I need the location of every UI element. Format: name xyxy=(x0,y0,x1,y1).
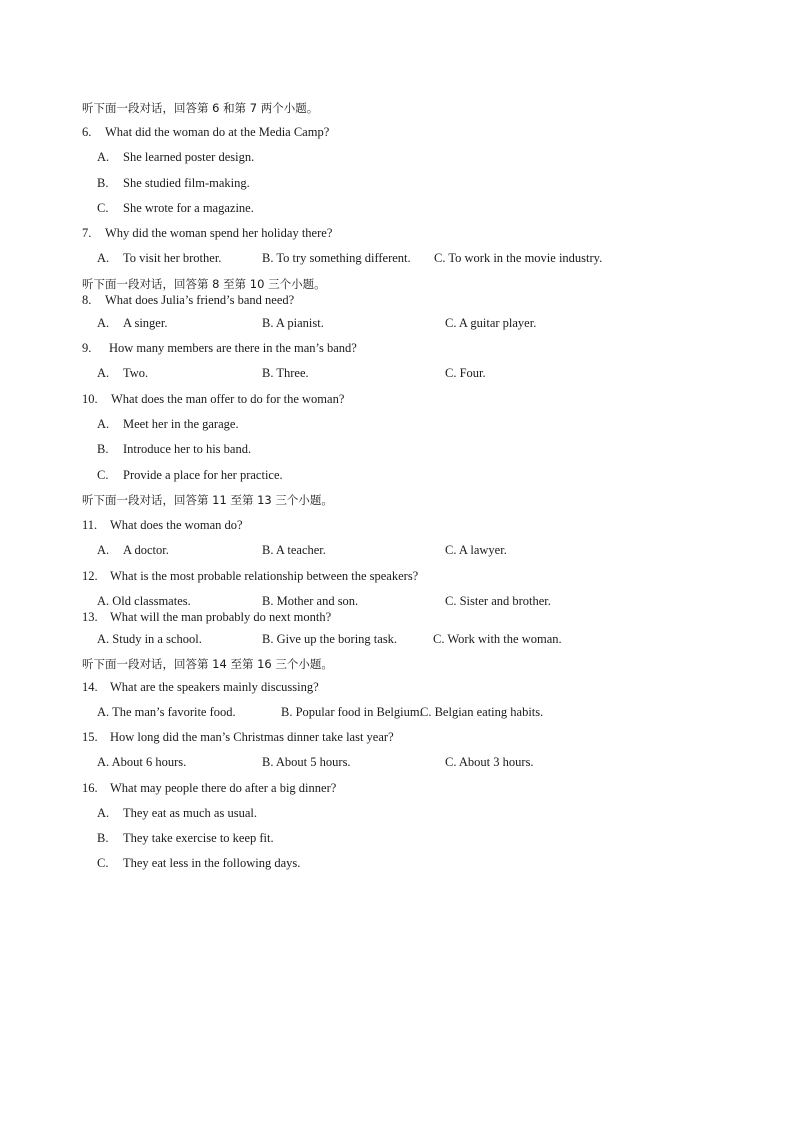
section-heading: 听下面一段对话，回答第 11 至第 13 三个小题。 xyxy=(82,493,333,507)
question-text: How long did the man’s Christmas dinner take last year? xyxy=(110,730,394,744)
question-text: What may people there do after a big dinner? xyxy=(110,781,337,795)
option-14c: C. Belgian eating habits. xyxy=(420,705,544,719)
question-11 xyxy=(82,517,243,533)
option-9c: C. Four. xyxy=(445,366,486,380)
option-14a: A. The man’s favorite food. xyxy=(97,705,236,719)
question-7 xyxy=(82,225,332,241)
question-9 xyxy=(82,340,357,356)
question-text: What did the woman do at the Media Camp? xyxy=(105,125,330,139)
option-14b: B. Popular food in Belgium. xyxy=(281,705,423,719)
option-16b: B. They take exercise to keep fit. xyxy=(97,831,274,845)
section-heading: 听下面一段对话，回答第 8 至第 10 三个小题。 xyxy=(82,277,326,291)
option-10a: A. Meet her in the garage. xyxy=(97,417,239,431)
option-13b: B. Give up the boring task. xyxy=(262,632,398,646)
question-16 xyxy=(82,780,336,796)
option-11c: C. A lawyer. xyxy=(445,543,507,557)
option-16c: C. They eat less in the following days. xyxy=(97,856,301,870)
question-12 xyxy=(82,568,418,584)
option-7a: A. To visit her brother. xyxy=(97,251,222,265)
option-15a: A. About 6 hours. xyxy=(97,755,187,769)
question-number: 8. xyxy=(82,293,92,307)
option-8a: A. A singer. xyxy=(97,316,168,330)
question-text: What is the most probable relationship between the speakers? xyxy=(110,569,419,583)
question-text: What does the man offer to do for the woman? xyxy=(111,392,345,406)
option-7c: C. To work in the movie industry. xyxy=(434,251,603,265)
option-6a: A. She learned poster design. xyxy=(97,150,255,164)
question-number: 13. xyxy=(82,610,98,624)
option-10b: B. Introduce her to his band. xyxy=(97,442,252,456)
question-text: What will the man probably do next month? xyxy=(110,610,332,624)
question-13 xyxy=(82,609,331,625)
option-9b: B. Three. xyxy=(262,366,309,380)
question-number: 12. xyxy=(82,569,98,583)
question-6 xyxy=(82,124,329,140)
question-text: What are the speakers mainly discussing? xyxy=(110,680,319,694)
question-text: What does Julia’s friend’s band need? xyxy=(105,293,295,307)
question-8 xyxy=(82,292,294,308)
option-11a: A. A doctor. xyxy=(97,543,169,557)
question-number: 14. xyxy=(82,680,98,694)
option-11b: B. A teacher. xyxy=(262,543,326,557)
question-15 xyxy=(82,729,394,745)
option-13c: C. Work with the woman. xyxy=(433,632,562,646)
option-6c: C. She wrote for a magazine. xyxy=(97,201,254,215)
section-heading: 听下面一段对话，回答第 6 和第 7 两个小题。 xyxy=(82,101,319,115)
option-8c: C. A guitar player. xyxy=(445,316,537,330)
question-number: 10. xyxy=(82,392,98,406)
option-12c: C. Sister and brother. xyxy=(445,594,551,608)
option-16a: A. They eat as much as usual. xyxy=(97,806,257,820)
question-number: 9. xyxy=(82,341,92,355)
question-14 xyxy=(82,679,319,695)
option-9a: A. Two. xyxy=(97,366,149,380)
question-10 xyxy=(82,391,344,407)
option-8b: B. A pianist. xyxy=(262,316,324,330)
question-text: What does the woman do? xyxy=(110,518,243,532)
question-number: 16. xyxy=(82,781,98,795)
question-number: 7. xyxy=(82,226,92,240)
question-number: 6. xyxy=(82,125,92,139)
option-13a: A. Study in a school. xyxy=(97,632,202,646)
option-6b: B. She studied film-making. xyxy=(97,176,250,190)
option-12a: A. Old classmates. xyxy=(97,594,191,608)
option-7b: B. To try something different. xyxy=(262,251,411,265)
option-10c: C. Provide a place for her practice. xyxy=(97,468,283,482)
question-number: 15. xyxy=(82,730,98,744)
question-text: How many members are there in the man’s band? xyxy=(109,341,357,355)
section-heading: 听下面一段对话，回答第 14 至第 16 三个小题。 xyxy=(82,657,333,671)
option-15b: B. About 5 hours. xyxy=(262,755,351,769)
option-12b: B. Mother and son. xyxy=(262,594,359,608)
question-number: 11. xyxy=(82,518,98,532)
question-text: Why did the woman spend her holiday there? xyxy=(105,226,333,240)
option-15c: C. About 3 hours. xyxy=(445,755,534,769)
